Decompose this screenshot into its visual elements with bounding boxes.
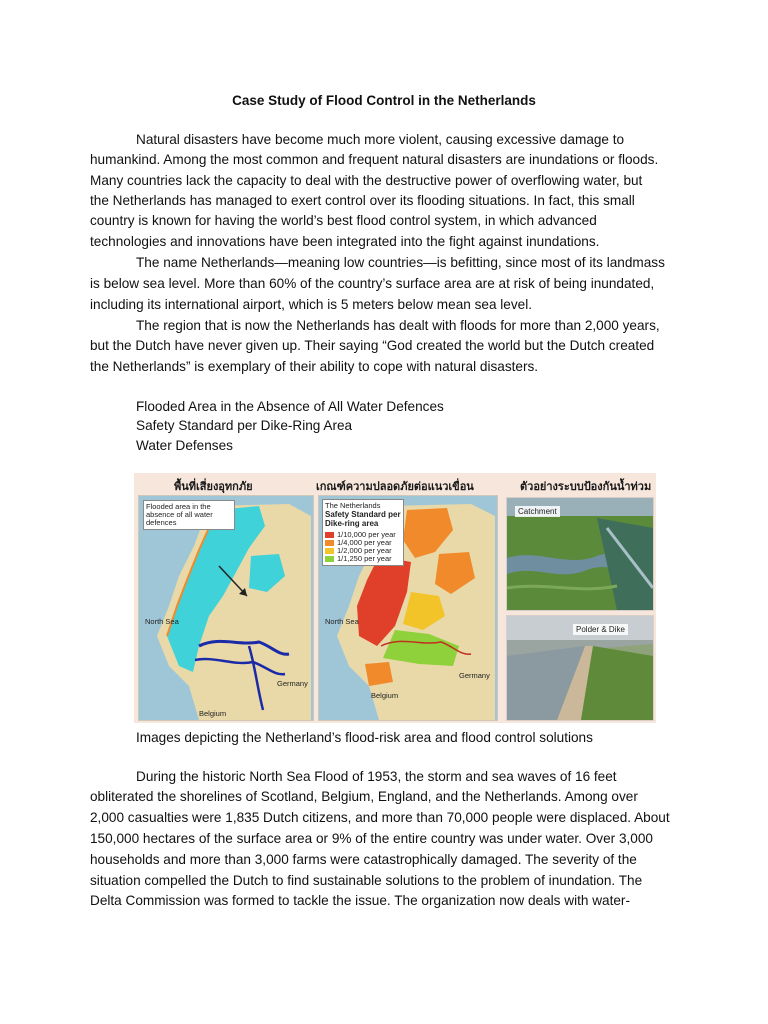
map2-country-a: Belgium — [371, 691, 399, 700]
catchment-photo — [506, 497, 654, 611]
legend-item: 1/2,000 per year — [325, 547, 401, 555]
legend-item: 1/4,000 per year — [325, 539, 401, 547]
flood-control-figure — [134, 473, 656, 723]
page-title: Case Study of Flood Control in the Netherlands — [232, 93, 536, 108]
figure-list-item: Water Defenses — [136, 438, 233, 453]
map2-thai-title: เกณฑ์ความปลอดภัยต่อแนวเขื่อน — [316, 481, 474, 493]
map2-inset-title: Safety Standard per Dike-ring area — [325, 510, 401, 528]
flood-area-map — [138, 495, 314, 721]
paragraph-3-line: The region that is now the Netherlands has dealt with floods for more than 2,000 years, — [136, 318, 660, 333]
paragraph-3-line: the Netherlands” is exemplary of their ability to cope with natural disasters. — [90, 359, 539, 374]
paragraph-1-line: Many countries lack the capacity to deal with the destructive power of overflowing water, but — [90, 173, 643, 188]
paragraph-1-line: humankind. Among the most common and frequent natural disasters are inundations or floods. — [90, 152, 659, 167]
map1-sea-label: North Sea — [145, 617, 179, 626]
paragraph-2-line: including its international airport, which is 5 meters below mean sea level. — [90, 297, 533, 312]
map1-country-a: Belgium — [199, 709, 227, 718]
map2-legend-box — [322, 499, 404, 566]
paragraph-4-line: obliterated the shorelines of Scotland, Belgium, England, and the Netherlands. Among over — [90, 789, 638, 804]
polder-dike-photo — [506, 615, 654, 721]
figure-list-item: Safety Standard per Dike-Ring Area — [136, 418, 353, 433]
paragraph-2-line: The name Netherlands—meaning low countries—is befitting, since most of its landmass — [136, 255, 665, 270]
paragraph-4-line: households and more than 3,000 farms were catastrophically damaged. The severity of the — [90, 852, 637, 867]
paragraph-4-line: 2,000 casualties were 1,835 Dutch citizens, and more than 70,000 people were displaced. About — [90, 810, 670, 825]
paragraph-4-line: During the historic North Sea Flood of 1953, the storm and sea waves of 16 feet — [136, 769, 617, 784]
photos-thai-title: ตัวอย่างระบบป้องกันน้ำท่วม — [520, 481, 652, 493]
catchment-label: Catchment — [515, 506, 560, 517]
paragraph-1-line: Natural disasters have become much more violent, causing excessive damage to — [136, 132, 625, 147]
paragraph-1-line: country is known for having the world’s best flood control system, in which advanced — [90, 213, 597, 228]
map2-sea-label: North Sea — [325, 617, 359, 626]
legend-item: 1/1,250 per year — [325, 555, 401, 563]
map2-country-b: Germany — [459, 671, 490, 680]
paragraph-1-line: the Netherlands has managed to exert control over its flooding situations. In fact, this small — [90, 193, 635, 208]
map1-thai-title: พื้นที่เสี่ยงอุทกภัย — [174, 481, 253, 493]
map2-inset-top: The Netherlands — [325, 501, 381, 510]
polder-dike-label: Polder & Dike — [573, 624, 628, 635]
legend-item: 1/10,000 per year — [325, 531, 401, 539]
paragraph-1-line: technologies and innovations have been integrated into the fight against inundations. — [90, 234, 600, 249]
safety-standard-map — [318, 495, 498, 721]
map1-country-b: Germany — [277, 679, 308, 688]
figure-caption: Images depicting the Netherland’s flood-risk area and flood control solutions — [136, 730, 593, 745]
paragraph-3-line: but the Dutch have never given up. Their saying “God created the world but the Dutch created — [90, 338, 655, 353]
paragraph-4-line: situation compelled the Dutch to find sustainable solutions to the problem of inundation. The — [90, 873, 643, 888]
figure-list-item: Flooded Area in the Absence of All Water Defences — [136, 399, 444, 414]
paragraph-4-line: 150,000 hectares of the surface area or 9% of the entire country was under water. Over 3,000 — [90, 831, 653, 846]
paragraph-2-line: is below sea level. More than 60% of the country’s surface area are at risk of being inundated, — [90, 276, 655, 291]
map1-inset-title: Flooded area in the absence of all water defences — [143, 500, 235, 530]
paragraph-4-line: Delta Commission was formed to tackle the issue. The organization now deals with water- — [90, 893, 630, 908]
